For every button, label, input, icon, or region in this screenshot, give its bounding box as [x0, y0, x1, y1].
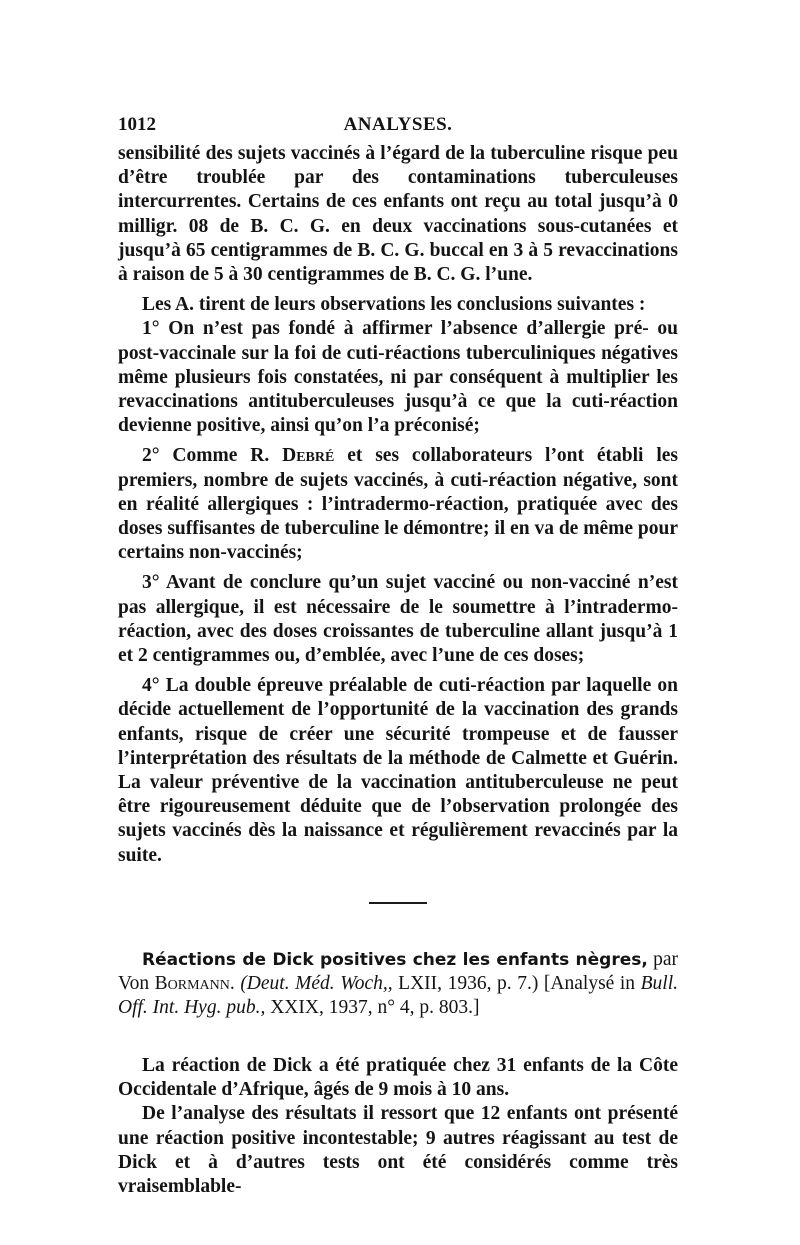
reference-details: LXII, 1936, p. 7.) [Analysé in: [392, 973, 641, 995]
author-name-debre: Debré: [282, 445, 335, 467]
paragraph-continuation: sensibilité des sujets vaccinés à l’égard de la tuberculine risque peu d’être troublée par des contaminations tuberculeuses intercurrentes. Certains de ces enfants ont reçu au total jusqu’à 0 milligr. 08 de B. C. G. en deux vaccinations sous-cutanées et jusqu’à 65 centigrammes de B. C. G. buccal en 3 à 5 revaccinations à raison de 5 à 30 centigrammes de B. C. G. l’une.: [118, 143, 678, 286]
paragraph-conclusions-intro: Les A. tirent de leurs observations les conclusions suivantes :: [142, 294, 646, 316]
reference-by: par Von: [118, 948, 678, 995]
reference-abstract-source: Bull. Off. Int. Hyg. pub.,: [118, 973, 678, 1019]
abstract-paragraph-1: La réaction de Dick a été pratiquée chez 31 enfants de la Côte Occidentale d’Afrique, âgés de 9 mois à 10 ans.: [118, 1055, 678, 1101]
reference-author: Bormann.: [154, 973, 235, 995]
article-title: Réactions de Dick positives chez les enfants nègres,: [142, 949, 648, 970]
conclusion-4: 4° La double épreuve préalable de cuti-réaction par laquelle on décide actuellement de l’opportunité de la vaccination des grands enfants, risque de créer une sécurité trompeuse et de fausser l’interprétation des résultats de la méthode de Calmette et Guérin. La valeur préventive de la vaccination antituberculeuse ne peut être rigoureusement déduite que de l’observation prolongée des sujets vaccinés dès la naissance et régulièrement revaccinés par la suite.: [118, 675, 678, 866]
section-divider: [369, 902, 427, 904]
conclusion-2-pre: 2° Comme R.: [142, 445, 283, 467]
conclusion-2-post: et ses collaborateurs l’ont établi les premiers, nombre de sujets vaccinés, à cuti-réaction négative, sont en réalité allergiques : l’intradermo-réaction, pratiquée avec des doses suffisantes de tuberculine le démontre; il en va de même pour certains non-vaccinés;: [118, 445, 679, 564]
running-title: ANALYSES.: [343, 114, 453, 135]
conclusion-1: 1° On n’est pas fondé à affirmer l’absence d’allergie pré- ou post-vaccinale sur la foi de cuti-réactions tuberculiniques négatives même plusieurs fois constatées, ni par conséquent à multiplier les revaccinations antituberculeuses jusqu’à ce que la cuti-réaction devienne positive, ainsi qu’on l’a préconisé;: [118, 318, 678, 437]
conclusion-2: [118, 444, 678, 565]
page-number: 1012: [118, 114, 156, 135]
reference-entry: [118, 948, 678, 1021]
conclusion-3: 3° Avant de conclure qu’un sujet vacciné ou non-vacciné n’est pas allergique, il est nécessaire de le soumettre à l’intradermo-réaction, avec des doses croissantes de tuberculine allant jusqu’à 1 et 2 centigrammes ou, d’emblée, avec l’une de ces doses;: [118, 572, 678, 667]
reference-abstract-details: XXIX, 1937, n° 4, p. 803.]: [265, 997, 480, 1019]
page-header: [118, 114, 678, 142]
reference-journal: (Deut. Méd. Woch,,: [234, 973, 393, 995]
document-page: [118, 114, 678, 1199]
abstract-paragraph-2: De l’analyse des résultats il ressort que 12 enfants ont présenté une réaction positive incontestable; 9 autres réagissant au test de Dick et à d’autres tests ont été considérés comme très vraisemblable-: [118, 1103, 678, 1198]
